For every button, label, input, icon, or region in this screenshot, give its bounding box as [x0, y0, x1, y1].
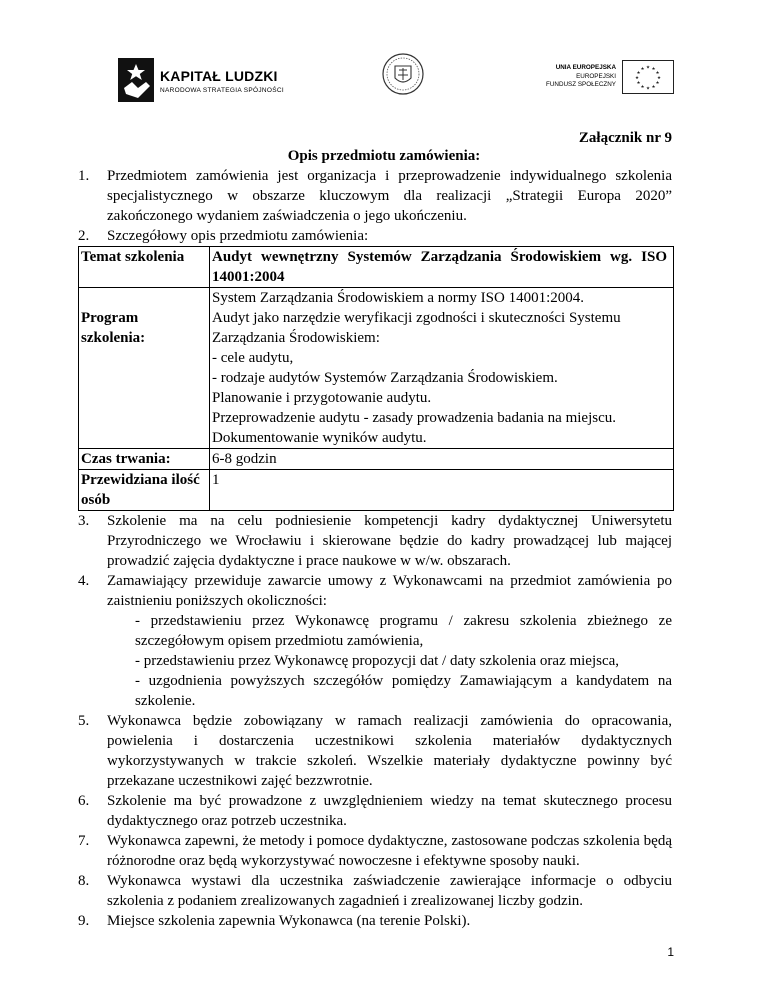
program-line: Audyt jako narzędzie weryfikacji zgodności i skuteczności Systemu Zarządzania Środowiskiem:: [212, 310, 621, 346]
topic-value: Audyt wewnętrzny Systemów Zarządzania Środowiskiem wg. ISO 14001:2004: [210, 247, 674, 288]
item-number: 4.: [78, 573, 90, 589]
kapital-ludzki-mark-icon: [118, 58, 154, 102]
list-item: [78, 226, 672, 246]
svg-text:★: ★: [645, 65, 651, 71]
eu-line1: UNIA EUROPEJSKA: [555, 64, 616, 71]
svg-text:★: ★: [651, 67, 656, 72]
program-line: System Zarządzania Środowiskiem a normy ISO 14001:2004.: [212, 290, 585, 306]
item-number: 8.: [78, 873, 90, 889]
sub-item: - uzgodnienia powyższych szczegółów pomiędzy Zamawiającym a kandydatem na szkolenie.: [135, 673, 672, 709]
document-body: [78, 166, 672, 931]
item-text: Przedmiotem zamówienia jest organizacja i przeprowadzenie indywidualnego szkolenia specjalistycznego w obszarze kluczowym dla realizacji „Strategii Europa 2020” zakończonego wydaniem zaświadczenia o jego ukończeniu.: [107, 168, 672, 224]
item-text: Szkolenie ma być prowadzone z uwzględnieniem wiedzy na temat skutecznego procesu dydaktycznego oraz potrzeb uczestnika.: [107, 793, 672, 829]
svg-text:★: ★: [651, 85, 656, 90]
svg-text:★: ★: [636, 81, 641, 86]
duration-label: Czas trwania:: [79, 449, 210, 470]
eu-line3: FUNDUSZ SPOŁECZNY: [546, 81, 616, 88]
item-number: 3.: [78, 513, 90, 529]
svg-text:★: ★: [640, 85, 645, 90]
item-text: Wykonawca będzie zobowiązany w ramach realizacji zamówienia do opracowania, powielenia i dostarczenia uczestnikowi szkolenia materiałów dydaktycznych wykorzystywanych w trakcie szkoleń. Wszelkie materiały dydaktyczne powinny być przekazane uczestnikowi zajęć bezzwrotnie.: [107, 713, 672, 789]
svg-text:★: ★: [634, 76, 640, 81]
page-header: [0, 52, 768, 124]
item-text: Zamawiający przewiduje zawarcie umowy z Wykonawcami na przedmiot zamówienia po zaistnieniu poniższych okoliczności:: [107, 573, 672, 609]
duration-value: 6-8 godzin: [210, 449, 674, 470]
list-item: [78, 911, 672, 931]
item-text: Wykonawca zapewni, że metody i pomoce dydaktyczne, zastosowane podczas szkolenia będą różnorodne oraz będą wykorzystywać nowoczesne i efektywne sposoby nauki.: [107, 833, 672, 869]
list-item: [78, 871, 672, 911]
list-item: [78, 711, 672, 791]
svg-text:★: ★: [655, 81, 660, 86]
program-value: [210, 288, 674, 449]
table-row: [79, 449, 674, 470]
eu-logo: [546, 60, 674, 100]
svg-text:★: ★: [645, 86, 651, 92]
program-label: [79, 288, 210, 449]
svg-text:★: ★: [636, 71, 641, 76]
kl-title: KAPITAŁ LUDZKI: [160, 68, 278, 84]
list-item: [78, 831, 672, 871]
program-label-text: Program szkolenia:: [81, 310, 146, 346]
topic-label: Temat szkolenia: [79, 247, 210, 288]
sub-item: - przedstawieniu przez Wykonawcę programu / zakresu szkolenia zbieżnego ze szczegółowym opisem przedmiotu zamówienia,: [135, 613, 672, 649]
program-line: - rodzaje audytów Systemów Zarządzania Środowiskiem.: [212, 370, 558, 386]
item-number: 1.: [78, 168, 90, 184]
list-item: [78, 166, 672, 226]
list-item: [78, 571, 672, 711]
training-spec-table: [78, 246, 674, 511]
table-row: [79, 288, 674, 449]
eu-flag-icon: [622, 60, 674, 94]
eu-line2: EUROPEJSKI: [576, 72, 616, 80]
item-text: Szkolenie ma na celu podniesienie kompetencji kadry dydaktycznej Uniwersytetu Przyrodniczego we Wrocławiu i skierowane będzie do kadry prowadzącej lub mającej prowadzić zajęcia dydaktyczne i prace naukowe w w/w. obszarach.: [107, 513, 672, 569]
table-row: [79, 470, 674, 511]
list-item: [78, 511, 672, 571]
item-text: Miejsce szkolenia zapewnia Wykonawca (na terenie Polski).: [107, 913, 471, 929]
item-number: 2.: [78, 228, 90, 244]
program-line: Przeprowadzenie audytu - zasady prowadzenia badania na miejscu.: [212, 410, 616, 426]
item-number: 5.: [78, 713, 90, 729]
kapital-ludzki-logo: [118, 58, 284, 102]
list-item: [78, 791, 672, 831]
program-line: Dokumentowanie wyników audytu.: [212, 430, 427, 446]
document-title: Opis przedmiotu zamówienia:: [287, 148, 481, 164]
persons-label: Przewidziana ilość osób: [79, 470, 210, 511]
program-line: Planowanie i przygotowanie audytu.: [212, 390, 432, 406]
item-number: 9.: [78, 913, 90, 929]
attachment-label: Załącznik nr 9: [578, 130, 672, 146]
item-text: Wykonawca wystawi dla uczestnika zaświadczenie zawierające informacje o odbyciu szkolenia z podaniem zrealizowanych zagadnień i zrealizowanej liczby godzin.: [107, 873, 672, 909]
svg-text:★: ★: [640, 67, 645, 72]
sub-item: - przedstawieniu przez Wykonawcę propozycji dat / daty szkolenia oraz miejsca,: [135, 653, 620, 669]
program-line: - cele audytu,: [212, 350, 294, 366]
item-text: Szczegółowy opis przedmiotu zamówienia:: [107, 228, 369, 244]
table-row: [79, 247, 674, 288]
svg-text:★: ★: [656, 76, 662, 81]
university-seal-icon: [381, 52, 425, 96]
page-number: 1: [667, 945, 674, 959]
kl-subtitle: NARODOWA STRATEGIA SPÓJNOŚCI: [160, 87, 284, 94]
svg-text:★: ★: [655, 71, 660, 76]
item-number: 7.: [78, 833, 90, 849]
persons-value: 1: [210, 470, 674, 511]
item-number: 6.: [78, 793, 90, 809]
